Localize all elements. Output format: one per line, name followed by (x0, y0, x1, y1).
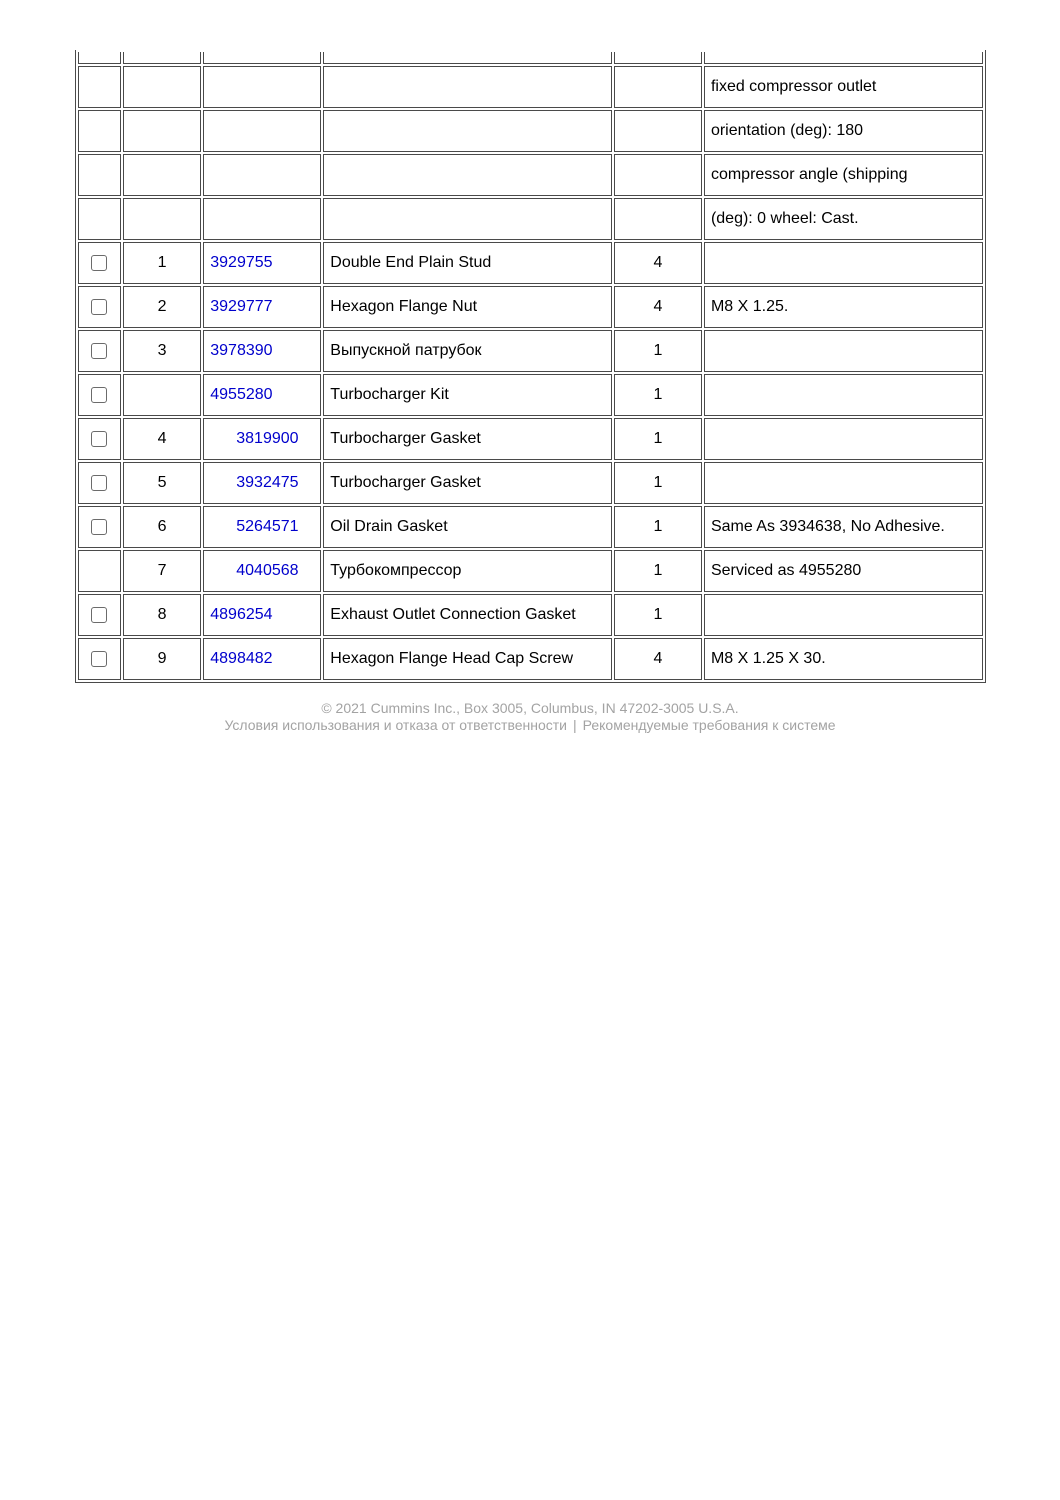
part-number-cell (203, 374, 321, 416)
ref-number-cell: 8 (123, 594, 201, 636)
description-cell (323, 110, 612, 152)
footer-links (0, 717, 1060, 734)
part-number-cell (203, 110, 321, 152)
ref-number-cell: 7 (123, 550, 201, 592)
notes-cell (704, 374, 983, 416)
parts-table-body (78, 52, 983, 680)
description-cell (323, 154, 612, 196)
ref-number-cell: 1 (123, 242, 201, 284)
notes-cell: M8 X 1.25 X 30. (704, 638, 983, 680)
cell-stub (704, 52, 983, 64)
notes-cell (704, 418, 983, 460)
ref-number-cell (123, 110, 201, 152)
select-cell (78, 154, 121, 196)
select-checkbox[interactable] (91, 475, 107, 491)
description-cell: Double End Plain Stud (323, 242, 612, 284)
part-number-cell (203, 462, 321, 504)
select-cell (78, 110, 121, 152)
notes-cell: Same As 3934638, No Adhesive. (704, 506, 983, 548)
ref-number-cell (123, 154, 201, 196)
description-cell: Oil Drain Gasket (323, 506, 612, 548)
quantity-cell: 1 (614, 374, 702, 416)
notes-cell: compressor angle (shipping (704, 154, 983, 196)
cell-stub (123, 52, 201, 64)
notes-cell (704, 330, 983, 372)
table-row (78, 374, 983, 416)
select-checkbox[interactable] (91, 255, 107, 271)
table-row (78, 418, 983, 460)
cell-stub (614, 52, 702, 64)
part-number-link[interactable]: 4955280 (210, 386, 273, 403)
ref-number-cell (123, 198, 201, 240)
terms-link[interactable]: Условия использования и отказа от ответственности (224, 717, 567, 733)
table-row (78, 242, 983, 284)
select-cell (78, 286, 121, 328)
select-cell (78, 594, 121, 636)
part-number-cell (203, 594, 321, 636)
part-number-cell (203, 506, 321, 548)
table-row (78, 286, 983, 328)
part-number-link[interactable]: 3929755 (210, 254, 273, 271)
quantity-cell: 1 (614, 594, 702, 636)
description-cell: Hexagon Flange Head Cap Screw (323, 638, 612, 680)
description-cell: Турбокомпрессор (323, 550, 612, 592)
table-row (78, 330, 983, 372)
description-cell: Hexagon Flange Nut (323, 286, 612, 328)
select-checkbox[interactable] (91, 651, 107, 667)
part-number-cell (203, 638, 321, 680)
notes-cell: M8 X 1.25. (704, 286, 983, 328)
notes-cell: Serviced as 4955280 (704, 550, 983, 592)
ref-number-cell: 4 (123, 418, 201, 460)
ref-number-cell: 9 (123, 638, 201, 680)
notes-cell: (deg): 0 wheel: Cast. (704, 198, 983, 240)
description-cell: Turbocharger Gasket (323, 418, 612, 460)
footer-copyright: © 2021 Cummins Inc., Box 3005, Columbus, IN 47202-3005 U.S.A. (321, 700, 739, 716)
ref-number-cell: 6 (123, 506, 201, 548)
quantity-cell (614, 110, 702, 152)
part-number-link[interactable]: 3978390 (210, 342, 273, 359)
select-cell (78, 550, 121, 592)
part-number-link[interactable]: 4040568 (236, 562, 299, 579)
select-cell (78, 242, 121, 284)
quantity-cell: 4 (614, 286, 702, 328)
description-cell (323, 198, 612, 240)
part-number-cell (203, 198, 321, 240)
part-number-cell (203, 286, 321, 328)
part-number-link[interactable]: 4896254 (210, 606, 273, 623)
notes-cell: orientation (deg): 180 (704, 110, 983, 152)
part-number-link[interactable]: 3932475 (236, 474, 299, 491)
parts-table (75, 50, 986, 683)
cell-stub (78, 52, 121, 64)
notes-cell (704, 462, 983, 504)
select-cell (78, 374, 121, 416)
select-checkbox[interactable] (91, 519, 107, 535)
select-cell (78, 506, 121, 548)
select-checkbox[interactable] (91, 431, 107, 447)
system-requirements-link[interactable]: Рекомендуемые требования к системе (582, 717, 836, 733)
table-row (78, 506, 983, 548)
table-row-continuation (78, 52, 983, 64)
part-number-link[interactable]: 4898482 (210, 650, 273, 667)
quantity-cell: 1 (614, 506, 702, 548)
footer-separator: | (573, 717, 577, 733)
table-row (78, 66, 983, 108)
ref-number-cell: 3 (123, 330, 201, 372)
select-checkbox[interactable] (91, 607, 107, 623)
part-number-cell (203, 66, 321, 108)
ref-number-cell (123, 374, 201, 416)
select-cell (78, 330, 121, 372)
table-row (78, 198, 983, 240)
ref-number-cell: 2 (123, 286, 201, 328)
ref-number-cell: 5 (123, 462, 201, 504)
select-checkbox[interactable] (91, 387, 107, 403)
description-cell: Выпускной патрубок (323, 330, 612, 372)
quantity-cell (614, 198, 702, 240)
quantity-cell: 1 (614, 550, 702, 592)
quantity-cell: 1 (614, 462, 702, 504)
notes-cell (704, 242, 983, 284)
select-cell (78, 198, 121, 240)
part-number-cell (203, 330, 321, 372)
part-number-cell (203, 154, 321, 196)
description-cell (323, 66, 612, 108)
select-checkbox[interactable] (91, 343, 107, 359)
table-row (78, 550, 983, 592)
notes-cell (704, 594, 983, 636)
quantity-cell: 4 (614, 242, 702, 284)
quantity-cell (614, 154, 702, 196)
quantity-cell: 4 (614, 638, 702, 680)
part-number-link[interactable]: 3819900 (236, 430, 299, 447)
description-cell: Exhaust Outlet Connection Gasket (323, 594, 612, 636)
part-number-cell (203, 550, 321, 592)
select-checkbox[interactable] (91, 299, 107, 315)
notes-cell: fixed compressor outlet (704, 66, 983, 108)
description-cell: Turbocharger Kit (323, 374, 612, 416)
table-row (78, 594, 983, 636)
page-footer (0, 700, 1060, 734)
part-number-cell (203, 242, 321, 284)
table-row (78, 110, 983, 152)
cell-stub (203, 52, 321, 64)
quantity-cell: 1 (614, 330, 702, 372)
select-cell (78, 462, 121, 504)
ref-number-cell (123, 66, 201, 108)
quantity-cell (614, 66, 702, 108)
table-row (78, 154, 983, 196)
table-row (78, 638, 983, 680)
table-row (78, 462, 983, 504)
select-cell (78, 638, 121, 680)
part-number-cell (203, 418, 321, 460)
select-cell (78, 418, 121, 460)
quantity-cell: 1 (614, 418, 702, 460)
part-number-link[interactable]: 3929777 (210, 298, 273, 315)
cell-stub (323, 52, 612, 64)
part-number-link[interactable]: 5264571 (236, 518, 299, 535)
select-cell (78, 66, 121, 108)
description-cell: Turbocharger Gasket (323, 462, 612, 504)
